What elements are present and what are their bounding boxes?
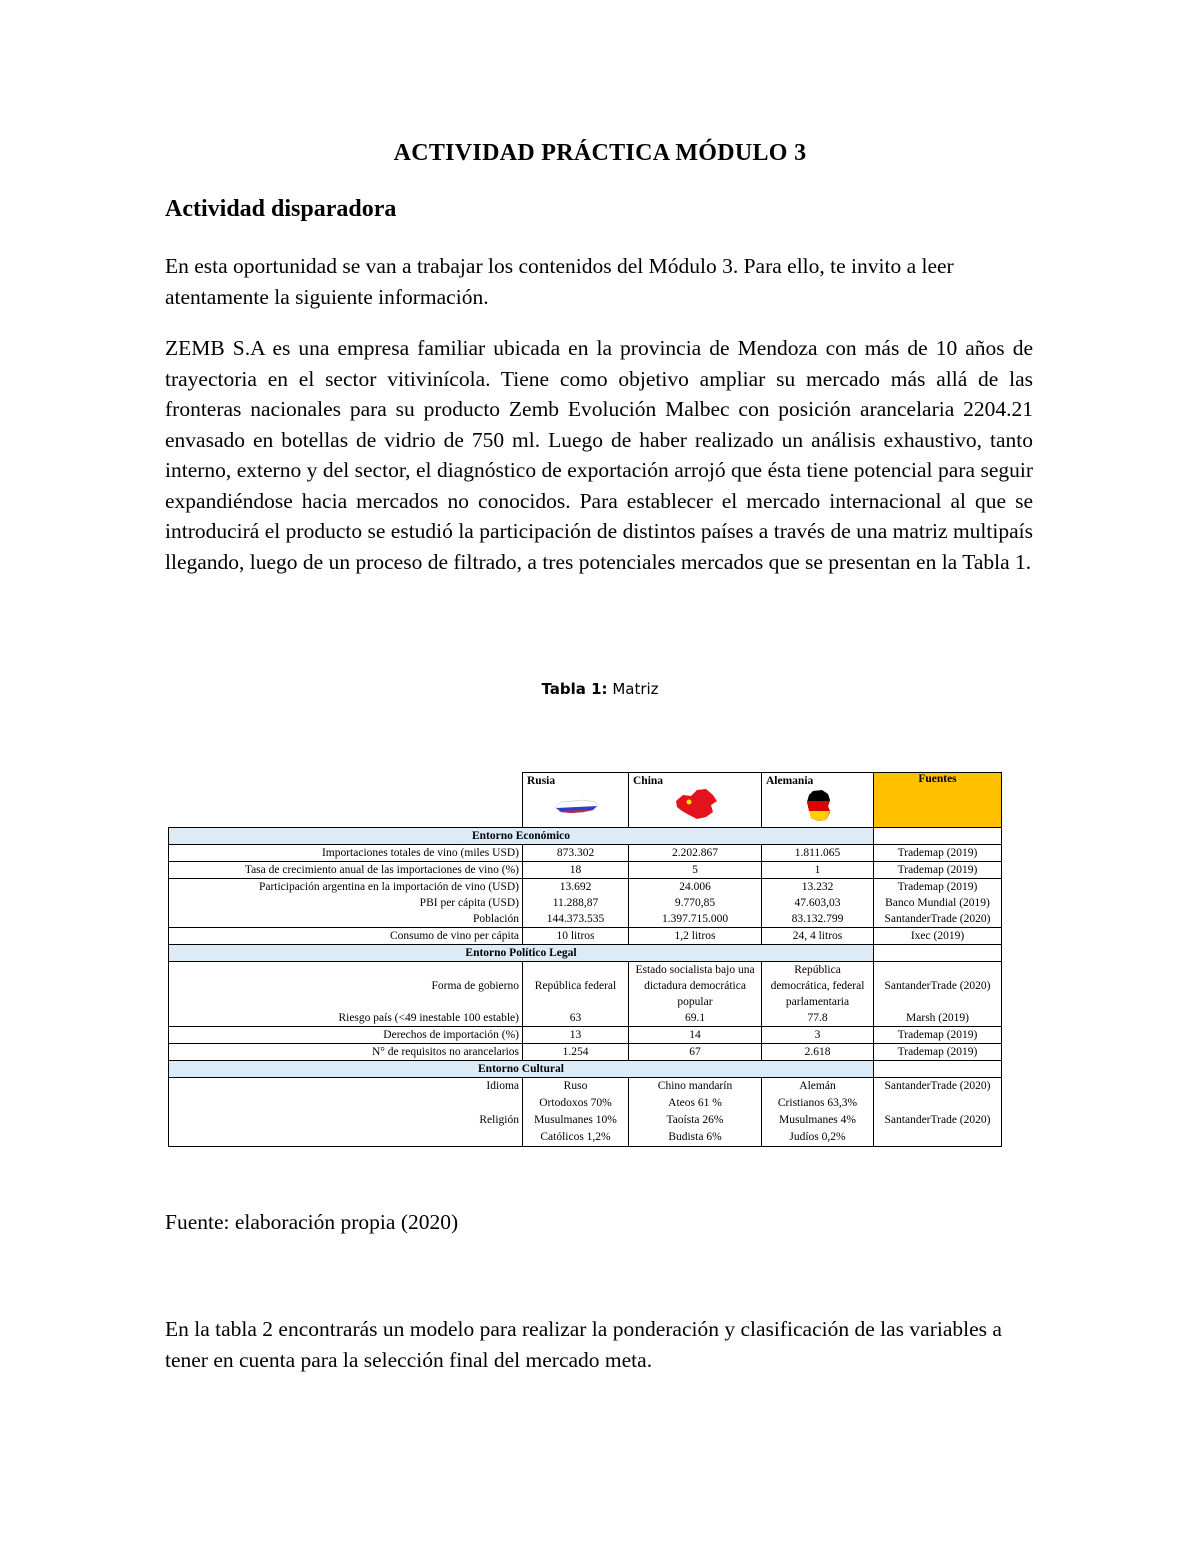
russia-map-flag-icon	[553, 797, 599, 817]
row-label: Derechos de importación (%)	[169, 1027, 523, 1044]
value-alemania: Judíos 0,2%	[789, 1131, 846, 1143]
germany-map-flag-icon	[806, 790, 832, 822]
section-heading: Actividad disparadora	[165, 196, 397, 222]
table-row	[169, 895, 1002, 911]
government-china	[629, 962, 762, 1027]
value-rusia: República federal	[534, 980, 617, 992]
value-source: SantanderTrade (2020)	[884, 1080, 991, 1092]
row-label: Religión	[479, 1114, 519, 1126]
cultural-china	[629, 1078, 762, 1147]
value-china: Budista 6%	[668, 1131, 722, 1143]
section-row-cultural	[169, 1061, 1002, 1078]
row-label: PBI per cápita (USD)	[169, 895, 523, 911]
value-rusia: 11.288,87	[523, 895, 629, 911]
value-rusia: Ortodoxos 70%	[539, 1097, 612, 1109]
value-rusia: Ruso	[563, 1080, 588, 1092]
value-alemania: 1.811.065	[762, 845, 874, 862]
value-source: Ixec (2019)	[874, 928, 1002, 945]
value-china: 1,2 litros	[629, 928, 762, 945]
value-alemania: 83.132.799	[762, 911, 874, 928]
cultural-labels	[169, 1078, 523, 1147]
value-rusia: 144.373.535	[523, 911, 629, 928]
government-rusia	[523, 962, 629, 1027]
value-china: 1.397.715.000	[629, 911, 762, 928]
value-china: 2.202.867	[629, 845, 762, 862]
section-row-political	[169, 945, 1002, 962]
company-paragraph: ZEMB S.A es una empresa familiar ubicada en la provincia de Mendoza con más de 10 años de trayectoria en el sector vitivinícola. Tiene como objetivo ampliar su mercado más allá de las fronteras nacionales para su producto Zemb Evolución Malbec con posición arancelaria 2204.21 envasado en botellas de vidrio de 750 ml. Luego de haber realizado un análisis exhaustivo, tanto interno, externo y del sector, el diagnóstico de exportación arrojó que ésta tiene potencial para seguir expandiéndose hacia mercados no conocidos. Para establecer el mercado internacional al que se introducirá el producto se estudió la participación de distintos países a través de una matriz multipaís llegando, luego de un proceso de filtrado, a tres potenciales mercados que se presentan en la Tabla 1.	[165, 336, 1033, 574]
government-source	[874, 962, 1002, 1027]
table-row	[169, 845, 1002, 862]
value-china: 9.770,85	[629, 895, 762, 911]
row-label: Forma de gobierno	[431, 980, 519, 992]
section-row-economic	[169, 828, 1002, 845]
empty-corner	[169, 773, 523, 828]
value-alemania: 1	[762, 862, 874, 879]
value-rusia: 13	[523, 1027, 629, 1044]
value-china: Estado socialista bajo una dictadura democrática popular	[635, 964, 755, 1008]
country-name: Alemania	[766, 775, 814, 787]
value-rusia: 10 litros	[523, 928, 629, 945]
closing-paragraph: En la tabla 2 encontrarás un modelo para realizar la ponderación y clasificación de las variables a tener en cuenta para la selección final del mercado meta.	[165, 1317, 1002, 1372]
row-label: Importaciones totales de vino (miles USD)	[169, 845, 523, 862]
row-label: N° de requisitos no arancelarios	[169, 1044, 523, 1061]
value-alemania: Musulmanes 4%	[779, 1114, 856, 1126]
table-row	[169, 879, 1002, 896]
row-label: Población	[169, 911, 523, 928]
value-alemania: Alemán	[799, 1080, 836, 1092]
value-source: Trademap (2019)	[874, 1044, 1002, 1061]
row-label: Consumo de vino per cápita	[169, 928, 523, 945]
value-source: SantanderTrade (2020)	[874, 911, 1002, 928]
value-source: SantanderTrade (2020)	[884, 1114, 991, 1126]
empty-cell	[874, 828, 1002, 845]
value-china-risk: 69.1	[684, 1012, 706, 1024]
row-label: Participación argentina en la importación de vino (USD)	[169, 879, 523, 896]
value-source-risk: Marsh (2019)	[906, 1012, 969, 1024]
value-alemania: 24, 4 litros	[762, 928, 874, 945]
value-china: 24.006	[629, 879, 762, 896]
value-rusia-risk: 63	[569, 1012, 582, 1024]
value-rusia: Musulmanes 10%	[534, 1114, 617, 1126]
value-china: Ateos 61 %	[668, 1097, 722, 1109]
value-rusia: 1.254	[523, 1044, 629, 1061]
table-caption-number: Tabla 1:	[541, 680, 608, 698]
value-china: Taoísta 26%	[666, 1114, 724, 1126]
country-header-row	[169, 773, 1002, 828]
value-source: SantanderTrade (2020)	[884, 980, 991, 992]
country-header-rusia	[523, 773, 629, 828]
table-row	[169, 928, 1002, 945]
value-alemania: 47.603,03	[762, 895, 874, 911]
value-rusia: 873.302	[523, 845, 629, 862]
empty-cell	[874, 945, 1002, 962]
value-china: 5	[629, 862, 762, 879]
table-caption	[0, 680, 1200, 698]
value-source: Banco Mundial (2019)	[874, 895, 1002, 911]
value-alemania: Cristianos 63,3%	[777, 1097, 858, 1109]
value-alemania-risk: 77.8	[807, 1012, 828, 1024]
value-rusia: 13.692	[523, 879, 629, 896]
government-alemania	[762, 962, 874, 1027]
value-china: Chino mandarín	[657, 1080, 733, 1092]
cultural-source	[874, 1078, 1002, 1147]
table-row	[169, 911, 1002, 928]
country-header-alemania	[762, 773, 874, 828]
value-alemania: 2.618	[762, 1044, 874, 1061]
value-alemania: 3	[762, 1027, 874, 1044]
section-title-cultural: Entorno Cultural	[169, 1061, 874, 1078]
value-rusia: Católicos 1,2%	[540, 1131, 611, 1143]
table-row-cultural	[169, 1078, 1002, 1147]
table-row	[169, 1044, 1002, 1061]
table-caption-text: Matriz	[607, 680, 659, 698]
value-alemania: República democrática, federal parlamentaria	[770, 964, 865, 1008]
value-source: Trademap (2019)	[874, 1027, 1002, 1044]
row-label: Tasa de crecimiento anual de las importaciones de vino (%)	[169, 862, 523, 879]
table-row	[169, 862, 1002, 879]
row-label: Riesgo país (<49 inestable 100 estable)	[338, 1012, 519, 1024]
table-row	[169, 1027, 1002, 1044]
empty-cell	[874, 1061, 1002, 1078]
country-name: China	[633, 775, 664, 787]
value-china: 67	[629, 1044, 762, 1061]
value-source: Trademap (2019)	[874, 879, 1002, 896]
row-label: Idioma	[486, 1080, 519, 1092]
cultural-rusia	[523, 1078, 629, 1147]
sources-header: Fuentes	[874, 773, 1002, 828]
value-china: 14	[629, 1027, 762, 1044]
country-name: Rusia	[527, 775, 556, 787]
section-title-political: Entorno Político Legal	[169, 945, 874, 962]
country-matrix-table	[168, 772, 1002, 1147]
value-source: Trademap (2019)	[874, 845, 1002, 862]
government-labels	[169, 962, 523, 1027]
country-header-china	[629, 773, 762, 828]
value-rusia: 18	[523, 862, 629, 879]
china-map-flag-icon	[673, 787, 719, 821]
page-title: ACTIVIDAD PRÁCTICA MÓDULO 3	[393, 140, 807, 166]
intro-paragraph: En esta oportunidad se van a trabajar los contenidos del Módulo 3. Para ello, te invito a leer atentamente la siguiente información.	[165, 254, 954, 309]
value-source: Trademap (2019)	[874, 862, 1002, 879]
value-alemania: 13.232	[762, 879, 874, 896]
section-title-economic: Entorno Económico	[169, 828, 874, 845]
cultural-alemania	[762, 1078, 874, 1147]
table-row-government	[169, 962, 1002, 1027]
source-note: Fuente: elaboración propia (2020)	[165, 1210, 459, 1234]
